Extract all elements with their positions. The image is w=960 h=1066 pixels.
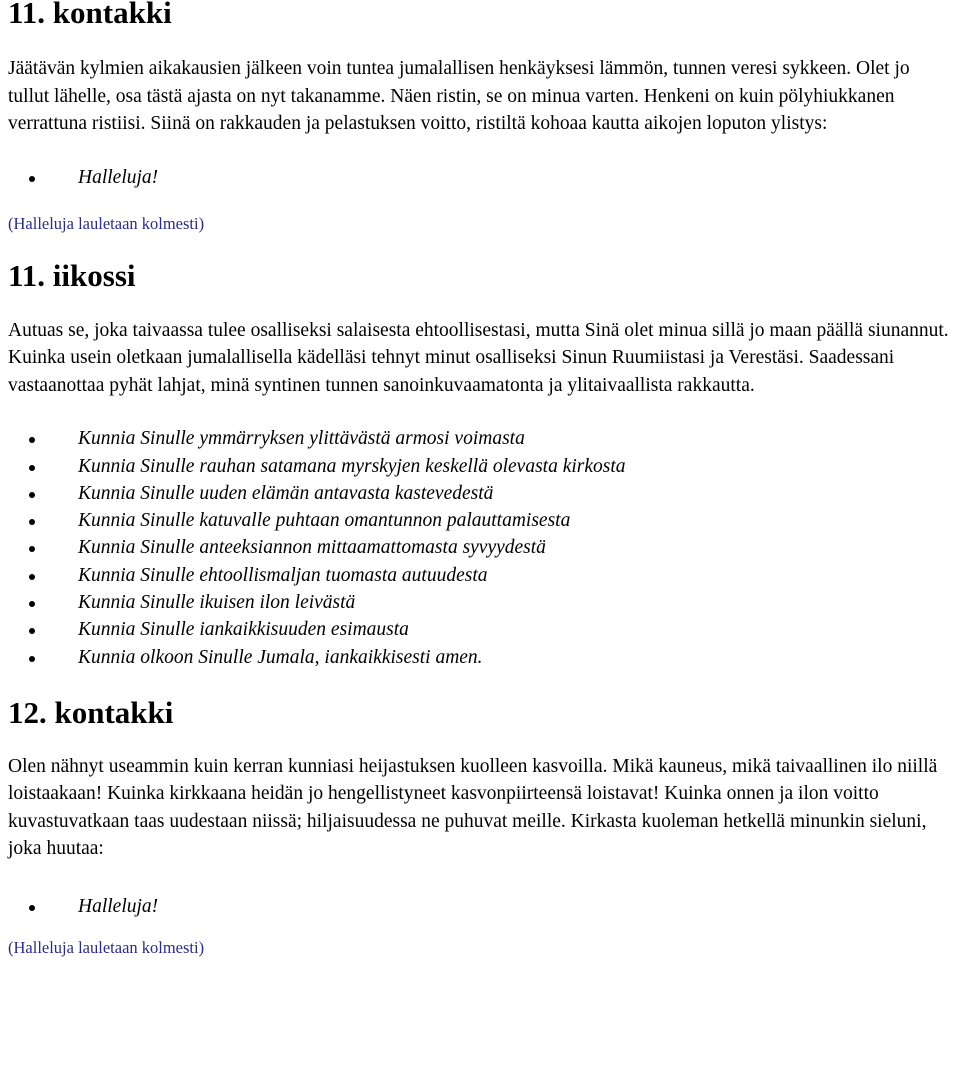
list-item — [8, 562, 952, 589]
list-item — [8, 893, 952, 920]
list-item — [8, 480, 952, 507]
rubric-note: (Halleluja lauletaan kolmesti) — [8, 938, 205, 958]
list-item — [8, 507, 952, 534]
bullet-icon — [29, 437, 35, 443]
list-item-text: Kunnia Sinulle uuden elämän antavasta kastevedestä — [78, 482, 494, 504]
list-item-text: Kunnia Sinulle ikuisen ilon leivästä — [78, 592, 356, 614]
list-item — [8, 644, 952, 671]
bullet-icon — [29, 546, 35, 552]
kunnia-list — [8, 425, 952, 671]
section-heading-kontakki-12: 12. kontakki — [8, 694, 174, 730]
list-item-text: Kunnia Sinulle rauhan satamana myrskyjen keskellä olevasta kirkosta — [78, 455, 626, 477]
section-paragraph-kontakki-11: Jäätävän kylmien aikakausien jälkeen voin tuntea jumalallisen henkäyksesi lämmön, tunnen veresi sykkeen. Olet jo tullut lähelle, osa tästä ajasta on nyt takanamme. Näen ristin, se on minua varten. Henkeni on kuin pölyhiukkanen verrattuna ristiisi. Siinä on rakkauden ja pelastuksen voitto, ristiltä kohoaa kautta aikojen loputon ylistys: — [8, 58, 910, 134]
rubric-note: (Halleluja lauletaan kolmesti) — [8, 213, 205, 233]
list-item-text: Halleluja! — [78, 166, 159, 188]
section-heading-ikossi-11: 11. iikossi — [8, 257, 136, 293]
section-paragraph-ikossi-11: Autuas se, joka taivaassa tulee osalliseksi salaisesta ehtoollisestasi, mutta Sinä olet minua sillä jo maan päällä siunannut. Kuinka usein oletkaan jumalallisella kädelläsi tehnyt minut osalliseksi Sinun Ruumiistasi ja Verestäsi. Saadessani vastaanottaa pyhät lahjat, minä syntinen tunnen sanoinkuvaamatonta ja ylitaivaallista rakkautta. — [8, 319, 949, 396]
list-item-text: Kunnia Sinulle iankaikkisuuden esimausta — [78, 619, 409, 641]
list-item — [8, 534, 952, 561]
list-item — [8, 164, 952, 191]
bullet-icon — [29, 601, 35, 607]
bullet-icon — [29, 176, 35, 182]
bullet-icon — [29, 465, 35, 471]
bullet-icon — [29, 519, 35, 525]
section-heading-kontakki-11: 11. kontakki — [8, 0, 172, 30]
section-paragraph-kontakki-12: Olen nähnyt useammin kuin kerran kunniasi heijastuksen kuolleen kasvoilla. Mikä kauneus, mikä taivaallinen ilo niillä loistaakaan! Kuinka kirkkaana heidän jo hengellistyneet kasvonpiirteensä loistavat! Kuinka onnen ja ilon voitto kuvastuvatkaan taas uudestaan niissä; hiljaisuudessa ne puhuvat meille. Kirkasta kuoleman hetkellä minunkin sieluni, joka huutaa: — [8, 755, 938, 860]
list-item-text: Halleluja! — [78, 895, 159, 917]
list-item-text: Kunnia Sinulle ymmärryksen ylittävästä armosi voimasta — [78, 428, 525, 450]
halleluja-list — [8, 164, 952, 191]
bullet-icon — [29, 492, 35, 498]
bullet-icon — [29, 628, 35, 634]
bullet-icon — [29, 905, 35, 911]
list-item-text: Kunnia Sinulle ehtoollismaljan tuomasta autuudesta — [78, 564, 488, 586]
list-item — [8, 453, 952, 480]
halleluja-list — [8, 893, 952, 920]
list-item — [8, 616, 952, 643]
list-item — [8, 589, 952, 616]
bullet-icon — [29, 574, 35, 580]
bullet-icon — [29, 656, 35, 662]
list-item-text: Kunnia olkoon Sinulle Jumala, iankaikkisesti amen. — [78, 646, 483, 668]
list-item — [8, 425, 952, 452]
list-item-text: Kunnia Sinulle anteeksiannon mittaamattomasta syvyydestä — [78, 537, 546, 559]
list-item-text: Kunnia Sinulle katuvalle puhtaan omantunnon palauttamisesta — [78, 510, 571, 532]
